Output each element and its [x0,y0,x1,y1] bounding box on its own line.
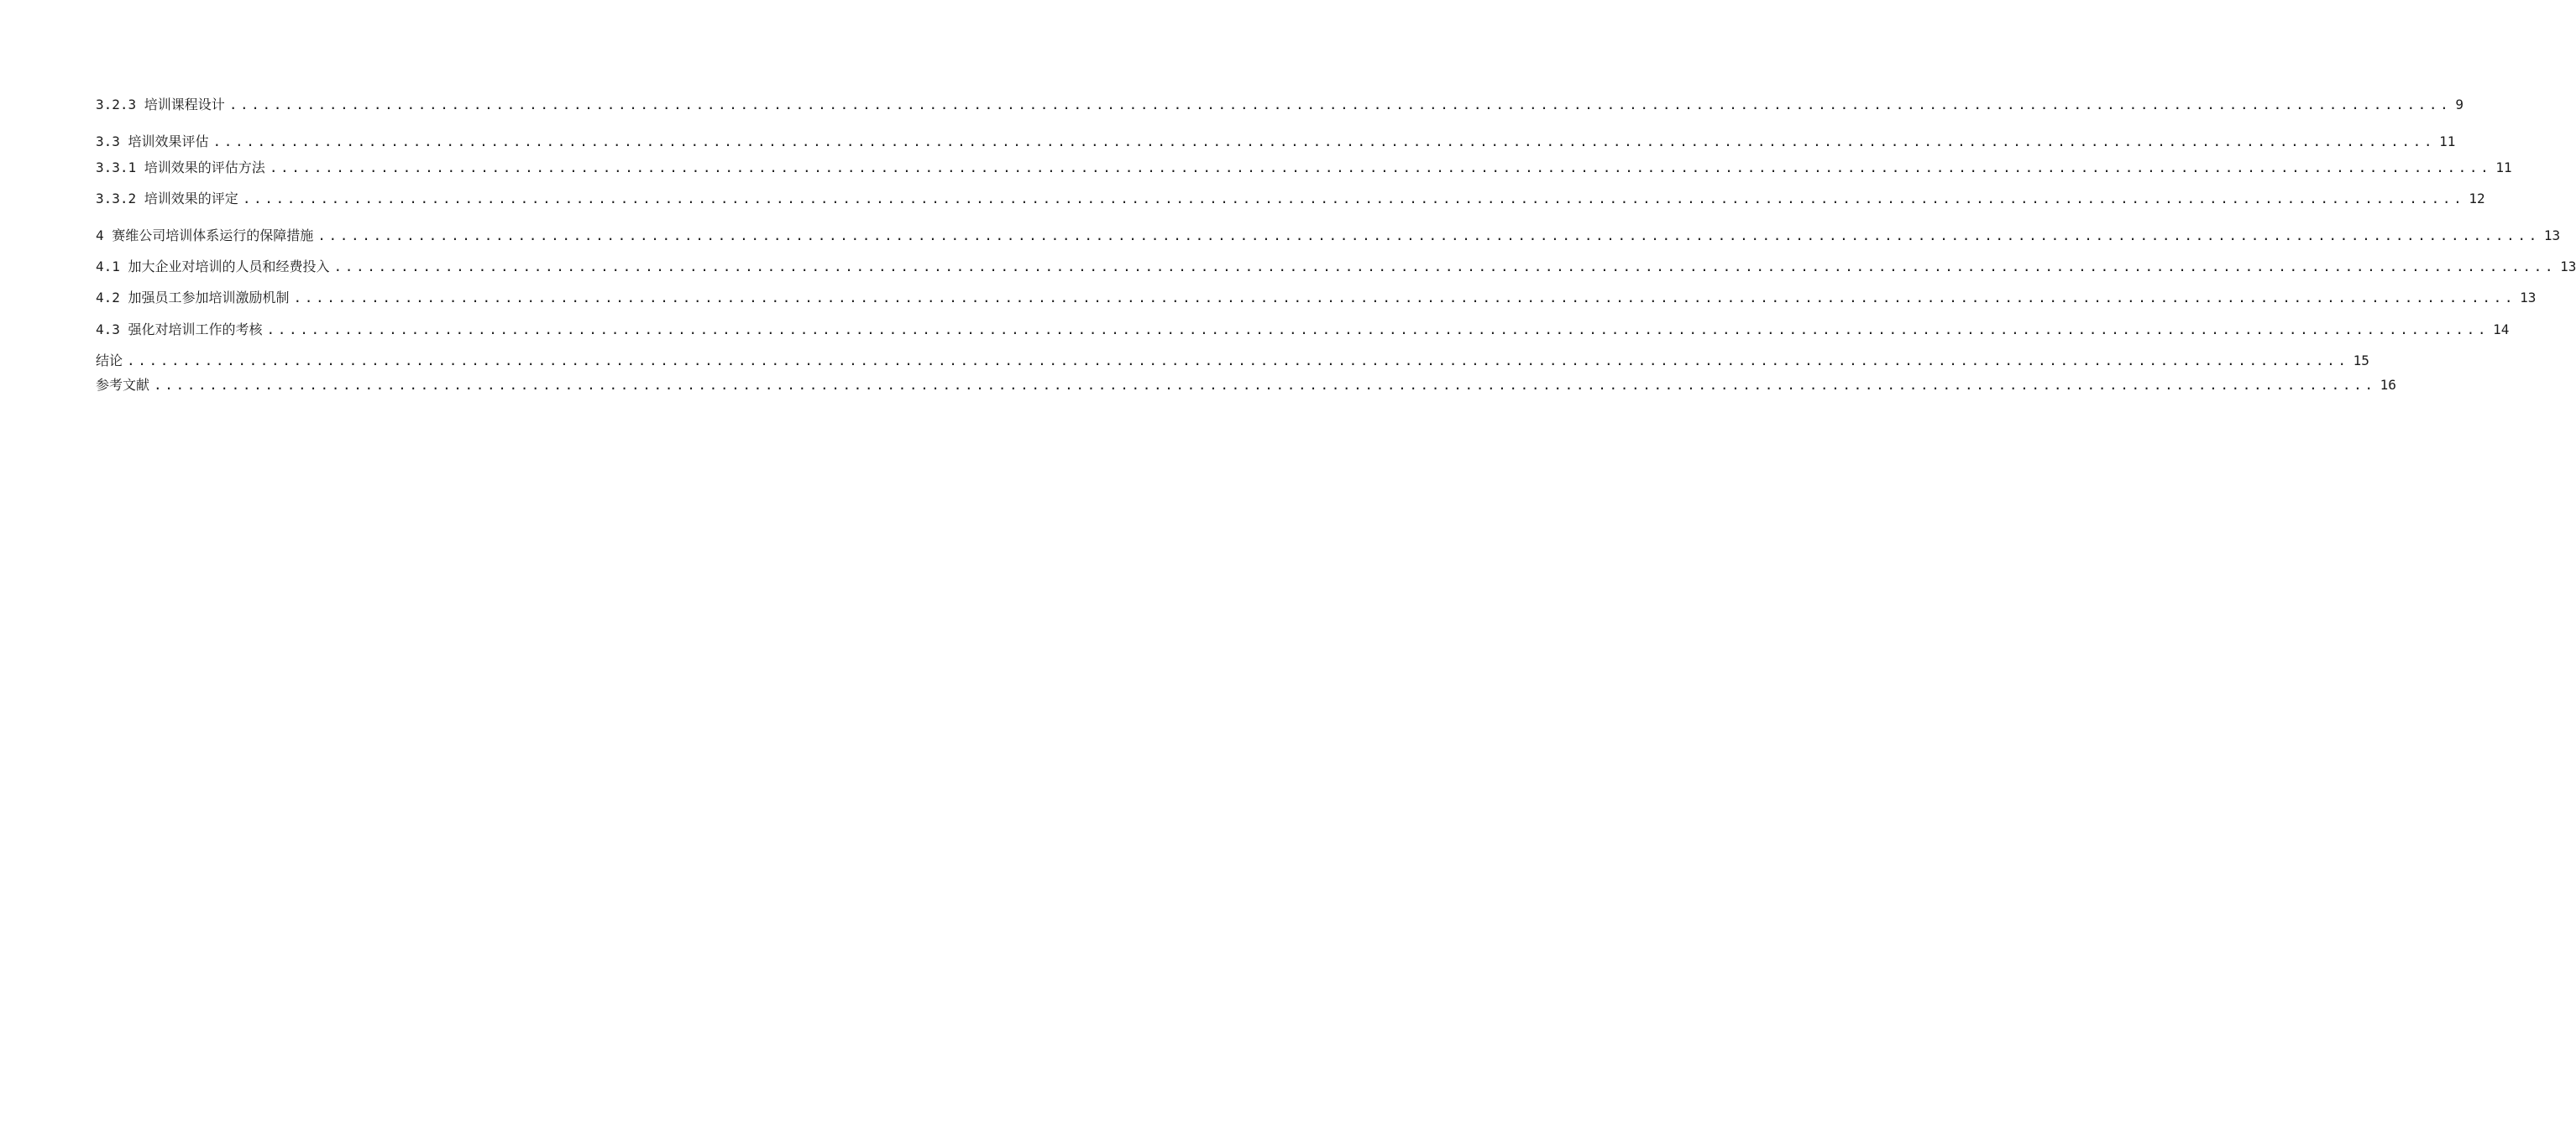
toc-entry-title: 结论 [96,352,123,368]
toc-entry-page: 14 [2493,321,2510,337]
toc-entry[interactable] [96,321,2510,339]
toc-entry-title: 4.1 加大企业对培训的人员和经费投入 [96,258,330,274]
toc-leader-dots: ........................................................................................................................................................................................................ [127,352,2349,368]
toc-entry-page: 15 [2353,352,2369,368]
toc-entry-title: 3.3 培训效果评估 [96,133,209,149]
toc-leader-dots: ........................................................................................................................................................................................................ [269,159,2492,175]
toc-entry[interactable] [96,96,2464,114]
toc-entry-page: 9 [2455,97,2464,112]
toc-entry-title: 3.2.3 培训课程设计 [96,97,225,112]
toc-leader-dots: ........................................................................................................................................................................................................ [242,191,2465,206]
toc-entry-title: 3.3.1 培训效果的评估方法 [96,159,265,175]
toc-entry[interactable] [96,227,2561,245]
toc-entry[interactable] [96,258,2576,276]
toc-leader-dots: ........................................................................................................................................................................................................ [212,133,2436,149]
toc-entry-title: 参考文献 [96,377,150,393]
toc-entry[interactable] [96,352,2369,370]
toc-leader-dots: ........................................................................................................................................................................................................ [228,97,2452,112]
toc-leader-dots: ........................................................................................................................................................................................................ [266,321,2490,337]
toc-entry-page: 13 [2520,290,2537,306]
toc-entry-title: 3.3.2 培训效果的评定 [96,191,238,206]
toc-entry-title: 4.2 加强员工参加培训激励机制 [96,290,290,306]
toc-entry-page: 13 [2560,258,2576,274]
toc-leader-dots: ........................................................................................................................................................................................................ [154,377,2376,393]
toc-entry-page: 11 [2439,133,2456,149]
toc-leader-dots: ........................................................................................................................................................................................................ [317,227,2540,243]
toc-entry-title: 4.3 强化对培训工作的考核 [96,321,263,337]
toc-leader-dots: ........................................................................................................................................................................................................ [333,258,2557,274]
toc-entry[interactable] [96,190,2485,208]
toc-entry-page: 13 [2543,227,2561,243]
toc-entry-page: 16 [2380,377,2396,393]
toc-entry[interactable] [96,159,2512,177]
toc-entry[interactable] [96,133,2456,151]
toc-leader-dots: ........................................................................................................................................................................................................ [293,290,2516,306]
toc-entry[interactable] [96,289,2537,307]
toc-entry-page: 11 [2495,159,2512,175]
toc-entry-page: 12 [2469,191,2485,206]
toc-entry[interactable] [96,376,2396,394]
toc-entry-title: 4 赛维公司培训体系运行的保障措施 [96,227,314,243]
